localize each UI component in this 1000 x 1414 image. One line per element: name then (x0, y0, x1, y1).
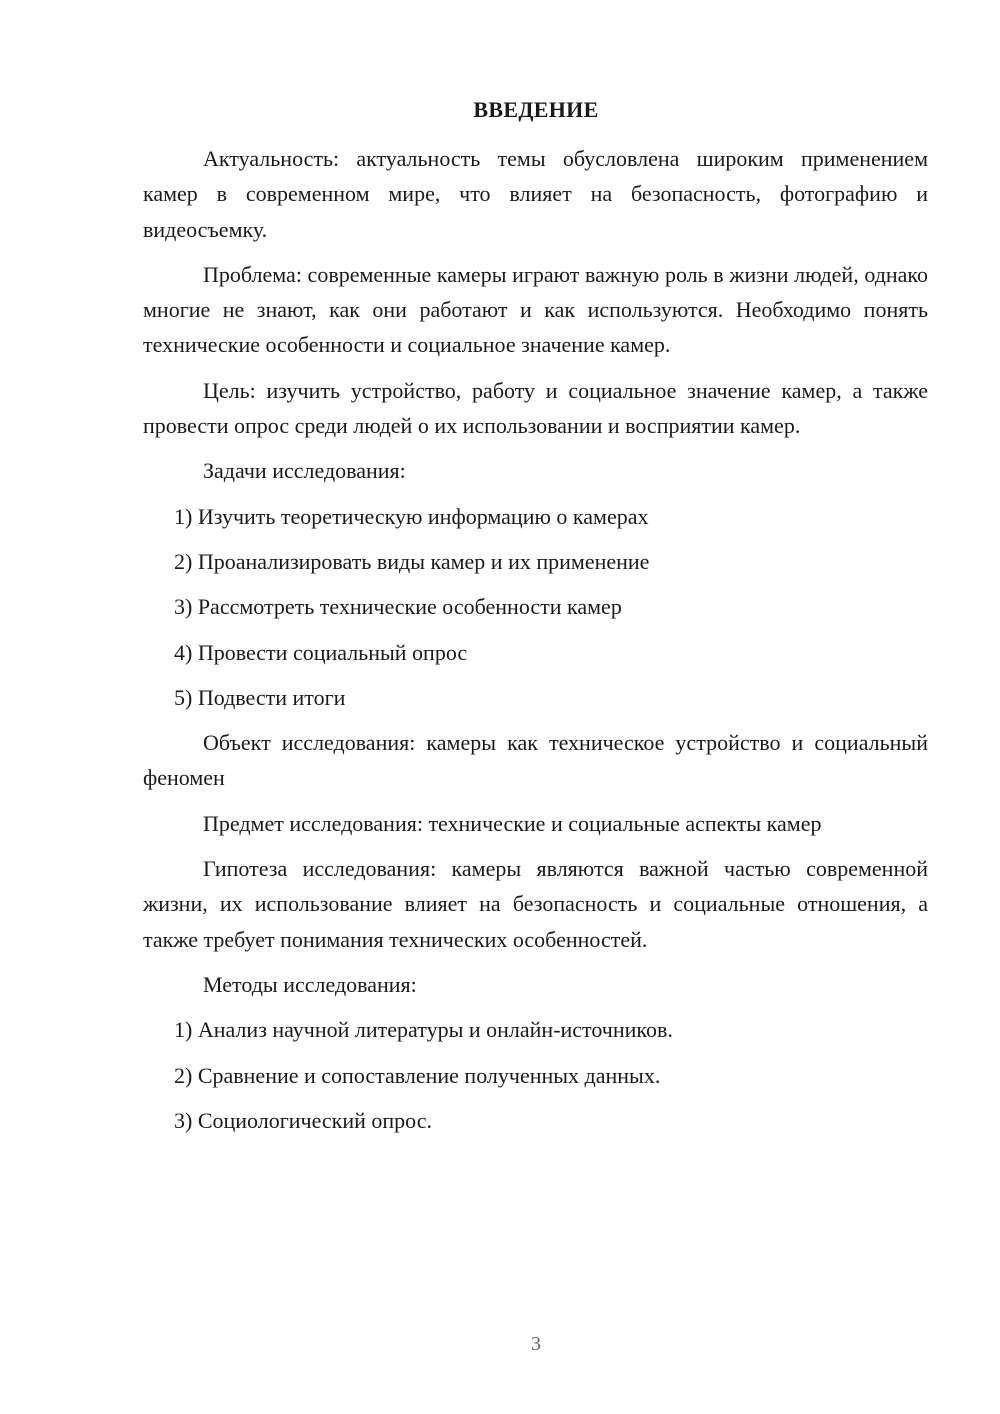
list-item: 3) Рассмотреть технические особенности камер (174, 594, 622, 620)
methods-list (143, 1012, 928, 1138)
subject-paragraph: Предмет исследования: технические и социальные аспекты камер (203, 810, 822, 836)
hypothesis-paragraph: Гипотеза исследования: камеры являются важной частью современной жизни, их использование влияет на безопасность и социальные отношения, а также требует понимания технических особенностей. (143, 856, 928, 952)
object-paragraph: Объект исследования: камеры как техническое устройство и социальный феномен (143, 730, 928, 791)
relevance-paragraph: Актуальность: актуальность темы обусловлена широким применением камер в современном мире, что влияет на безопасность, фотографию и видеосъемку. (143, 146, 928, 242)
tasks-list (143, 499, 928, 715)
document-body (143, 141, 928, 1148)
goal-paragraph: Цель: изучить устройство, работу и социальное значение камер, а также провести опрос среди людей о их использовании и восприятии камер. (143, 377, 928, 439)
list-item: 3) Социологический опрос. (174, 1107, 432, 1133)
problem-paragraph: Проблема: современные камеры играют важную роль в жизни людей, однако многие не знают, как они работают и как используются. Необходимо понять технические особенности и социальное значение камер. (143, 261, 928, 358)
tasks-heading: Задачи исследования: (203, 458, 406, 484)
list-item: 4) Провести социальный опрос (174, 639, 468, 665)
page-title: ВВЕДЕНИЕ (473, 97, 599, 122)
list-item: 2) Сравнение и сопоставление полученных данных. (174, 1062, 661, 1088)
methods-heading: Методы исследования: (203, 971, 417, 997)
page-number: 3 (531, 1333, 541, 1355)
list-item: 1) Изучить теоретическую информацию о камерах (174, 503, 649, 529)
list-item: 2) Проанализировать виды камер и их применение (174, 548, 650, 574)
list-item: 5) Подвести итоги (174, 684, 346, 710)
list-item: 1) Анализ научной литературы и онлайн-источников. (174, 1017, 673, 1043)
